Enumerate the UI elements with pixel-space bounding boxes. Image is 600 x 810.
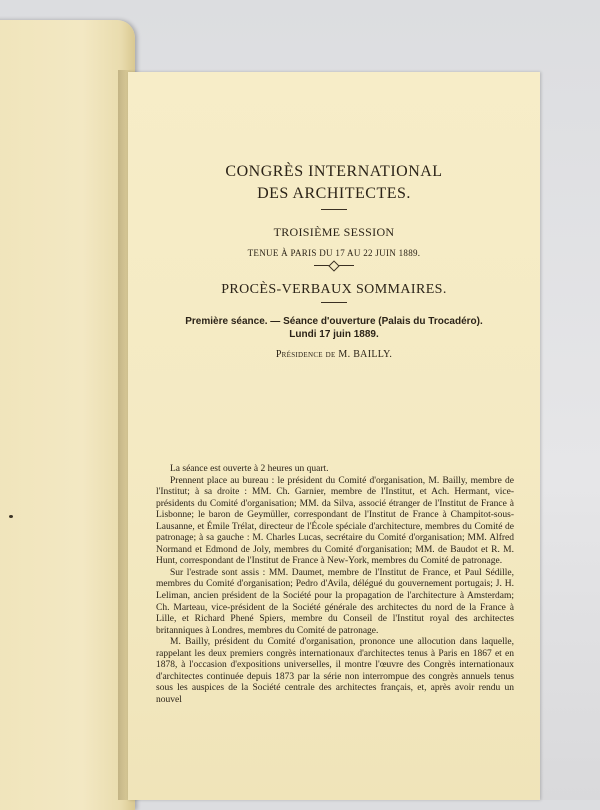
paragraph-2: Prennent place au bureau : le président du Comité d'organisation, M. Bailly, membre de l'Institut; à sa droite : MM. Ch. Garnier, membre de l'Institut, et Ach. Hermant, vice-présidents du Comité d'organisation; MM. da Silva, associé étranger de l'Institut de France à Lisbonne; le baron de Geymüller, correspondant de l'Institut de France à Champitot-sous-Lausanne, et Émile Trélat, directeur de l'École spéciale d'architecture, membres du Comité de patronage; à sa gauche : M. Charles Lucas, secrétaire du Comité d'organisation; MM. Alfred Normand et Edmond de Joly, membres du Comité d'organisation; MM. de Baudot et R. M. Hunt, correspondant de l'Institut de France à New-York, membres du Comité de patronage. xyxy=(156,475,514,567)
printed-page xyxy=(128,72,540,800)
ornament-divider xyxy=(314,261,354,269)
paper-speck xyxy=(9,515,13,518)
session-heading: TROISIÈME SESSION xyxy=(273,225,395,239)
presidence-line: Présidence de M. BAILLY. xyxy=(275,349,393,360)
paragraph-4: M. Bailly, président du Comité d'organisation, prononce une allocution dans laquelle, rappelant les deux premiers congrès internationaux d'architectes tenus à Paris en 1867 et en 1878, à l'occasion d'expositions universelles, il montre l'œuvre des Congrès internationaux d'architectes continuée depuis 1873 par la série non interrompue des congrès annuels tenus sous les auspices de la Société centrale des architectes français, et, après avoir rendu un nouvel xyxy=(156,637,514,705)
session-dates: TENUE À PARIS DU 17 AU 22 JUIN 1889. xyxy=(247,248,421,258)
seance-heading xyxy=(128,315,540,341)
seance-line2: Lundi 17 juin 1889. xyxy=(289,329,379,340)
left-facing-page xyxy=(0,20,135,810)
section-title: PROCÈS-VERBAUX SOMMAIRES. xyxy=(221,282,447,297)
congress-title-line1: CONGRÈS INTERNATIONAL xyxy=(225,163,443,180)
minutes-body xyxy=(156,464,514,706)
congress-title-line2: DES ARCHITECTES. xyxy=(257,185,411,202)
section-rule xyxy=(321,302,347,303)
paragraph-3: Sur l'estrade sont assis : MM. Daumet, membre de l'Institut de France, et Paul Sédille, membres du Comité d'organisation; Pedro d'Avila, délégué du gouvernement portugais; J. H. Leliman, ancien président de la Société pour la propagation de l'architecture à Amsterdam; Ch. Marteau, vice-président de la Société générale des architectes du nord de la France à Lille, et Richard Phené Spiers, membre du Conseil de l'Institut royal des architectes britanniques à Londres, membres du Comité de patronage. xyxy=(156,567,514,636)
title-rule xyxy=(321,209,347,210)
seance-line1: Première séance. — Séance d'ouverture (Palais du Trocadéro). xyxy=(185,316,483,327)
paragraph-1: La séance est ouverte à 2 heures un quart. xyxy=(170,464,329,474)
